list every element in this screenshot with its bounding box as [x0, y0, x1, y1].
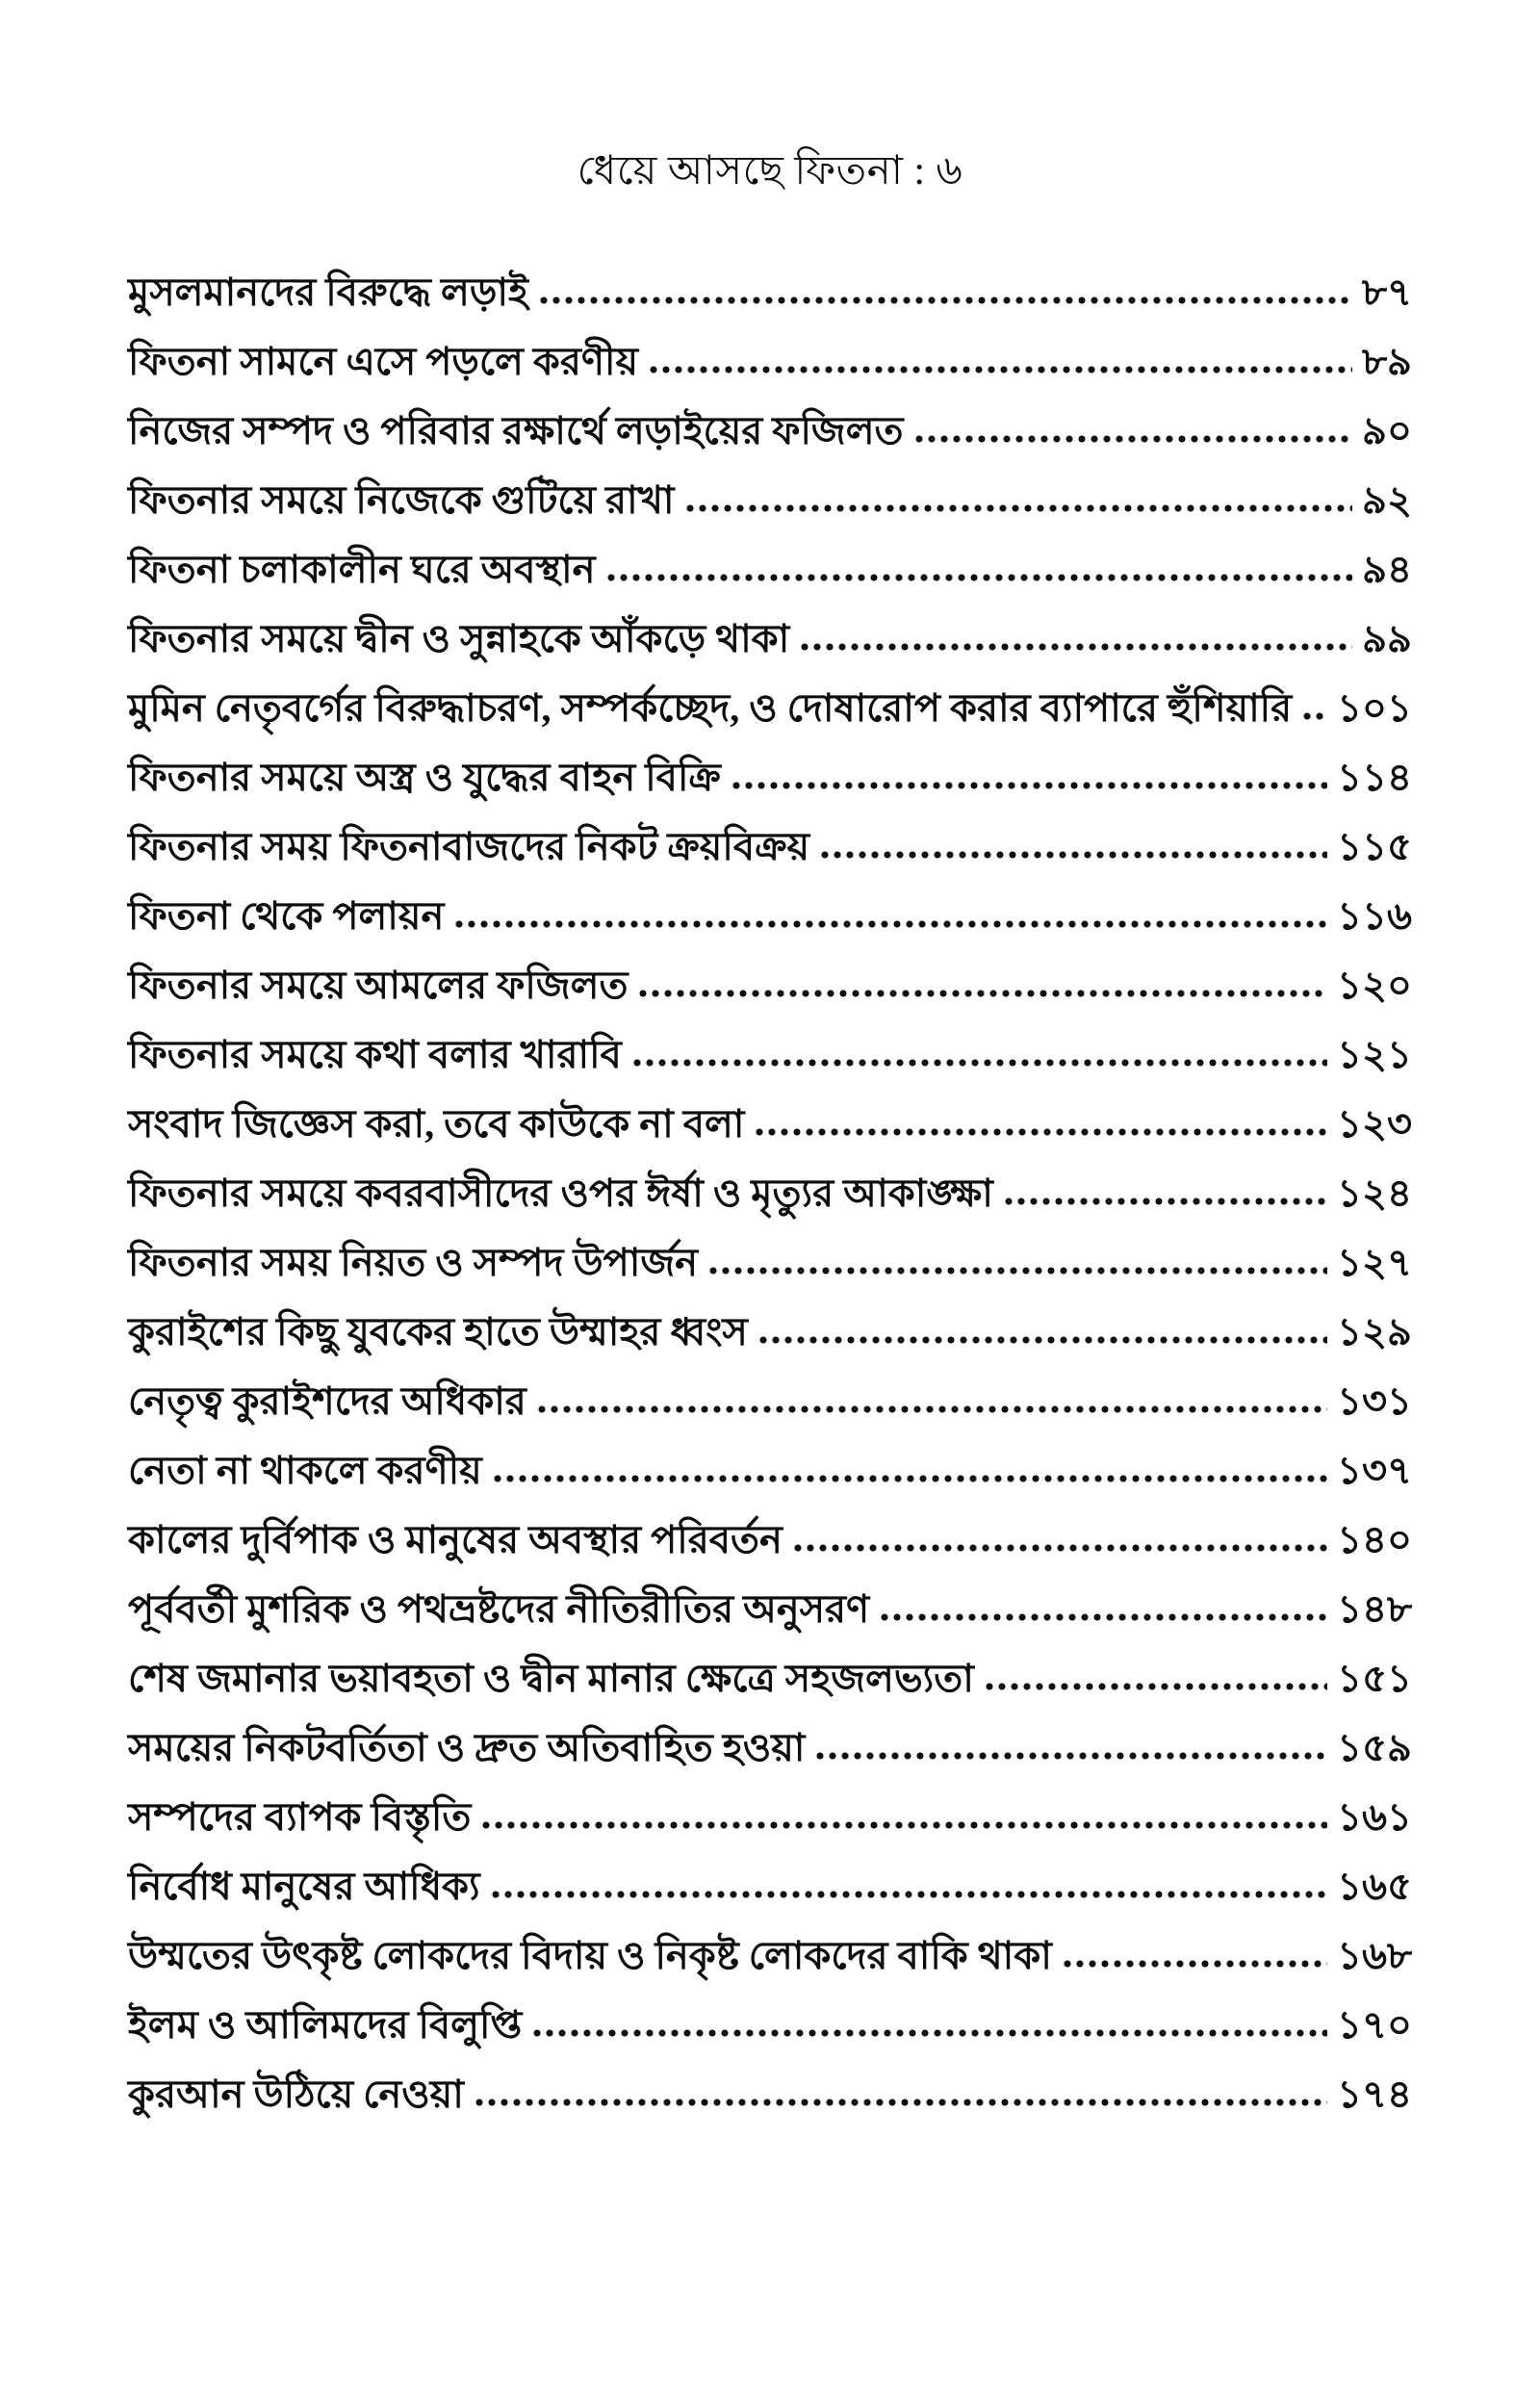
toc-entry-page: ১৬৮ — [1337, 1934, 1412, 1977]
dotted-leader — [756, 1128, 1327, 1136]
toc-entry-page: ১২১ — [1337, 1033, 1412, 1076]
dotted-leader — [759, 1336, 1327, 1344]
dotted-leader — [607, 574, 1353, 581]
dotted-leader — [475, 2099, 1327, 2106]
toc-entry-title: নিজের সম্পদ ও পরিবার রক্ষার্থে লড়াইয়ের ফজিলত — [128, 409, 904, 452]
toc-entry — [128, 1436, 1412, 1506]
toc-entry-page: ১৭৪ — [1337, 2073, 1412, 2116]
toc-entry — [128, 1506, 1412, 1575]
toc-entry-title: পূর্ববর্তী মুশরিক ও পথভ্রষ্টদের নীতিরীতির অনুসরণ — [128, 1587, 870, 1631]
toc-entry — [128, 1991, 1412, 2060]
toc-entry-page: ১১৪ — [1337, 756, 1412, 799]
toc-entry-title: কুরাইশের কিছু যুবকের হাতে উম্মাহর ধ্বংস — [128, 1310, 748, 1353]
toc-entry-page: ১৬৫ — [1337, 1865, 1412, 1908]
toc-entry-page: ১৫৯ — [1337, 1726, 1412, 1769]
toc-entry-page: ১২৪ — [1337, 1172, 1412, 1215]
toc-entry — [128, 951, 1412, 1020]
toc-entry-page: ১৩১ — [1337, 1379, 1412, 1423]
toc-entry-title: নেতৃত্ব কুরাইশদের অধিকার — [128, 1379, 526, 1423]
toc-entry — [128, 1228, 1412, 1298]
toc-entry-page: ১৪৮ — [1337, 1587, 1412, 1631]
dotted-leader — [533, 2029, 1327, 2037]
toc-entry-page: ৮৯ — [1362, 340, 1412, 383]
toc-entry — [128, 882, 1412, 951]
dotted-leader — [633, 1059, 1327, 1067]
toc-entry-title: ফিতনার সময়ে নিজেকে গুটিয়ে রাখা — [128, 478, 675, 522]
dotted-leader — [821, 851, 1327, 859]
toc-entry-page: ১১৫ — [1337, 825, 1412, 868]
toc-entry — [128, 1575, 1412, 1644]
toc-entry-page: ১২৭ — [1337, 1241, 1412, 1284]
toc-entry-title: সময়ের নিকটবর্তিতা ও দ্রুত অতিবাহিত হওয়া — [128, 1726, 806, 1769]
dotted-leader — [915, 435, 1352, 443]
toc-entry — [128, 1298, 1412, 1367]
toc-entry — [128, 1921, 1412, 1991]
toc-entry — [128, 466, 1412, 535]
toc-entry-page: ৯২ — [1362, 478, 1412, 522]
toc-entry — [128, 743, 1412, 812]
toc-entry-title: সম্পদের ব্যাপক বিস্তৃতি — [128, 1795, 472, 1839]
toc-entry — [128, 1852, 1412, 1921]
toc-entry-page: ১১৬ — [1337, 894, 1412, 938]
toc-entry-title: ফিতনার সময় নিয়ত ও সম্পদ উপার্জন — [128, 1241, 699, 1284]
toc-entry — [128, 812, 1412, 882]
dotted-leader — [639, 990, 1327, 997]
dotted-leader — [455, 920, 1327, 928]
toc-entry-page: ১৩৭ — [1337, 1449, 1412, 1492]
toc-entry-page: ৯৪ — [1362, 548, 1412, 591]
toc-entry-page: ১২০ — [1337, 964, 1412, 1007]
dotted-leader — [1005, 1198, 1327, 1205]
dotted-leader — [482, 1821, 1327, 1829]
page-title: ধেয়ে আসছে ফিতনা : ৬ — [577, 149, 963, 193]
toc-entry-title: ফিতনার সময়ে কবরবাসীদের ওপর ঈর্ষা ও মৃত্যুর আকাঙ্ক্ষা — [128, 1172, 993, 1215]
toc-entry-title: কালের দুর্বিপাক ও মানুষের অবস্থার পরিবর্তন — [128, 1518, 783, 1561]
dotted-leader — [492, 1891, 1327, 1898]
toc-entry-title: শেষ জমানার ভয়াবহতা ও দ্বীন মানার ক্ষেত্রে সহজলভ্যতা — [128, 1657, 974, 1700]
dotted-leader — [494, 1475, 1327, 1482]
toc-entry-page: ১৭০ — [1337, 2003, 1412, 2047]
dotted-leader — [538, 1405, 1327, 1413]
toc-entry-title: ফিতনার সময়ে দ্বীন ও সুন্নাহকে আঁকড়ে থাকা — [128, 617, 790, 660]
toc-entry — [128, 2060, 1412, 2129]
toc-entry-page: ১৬১ — [1337, 1795, 1412, 1839]
toc-entry — [128, 327, 1412, 397]
dotted-leader — [686, 504, 1353, 512]
toc-entry-page: ৮৭ — [1362, 271, 1412, 314]
toc-entry-title: ফিতনা থেকে পলায়ন — [128, 894, 445, 938]
table-of-contents — [128, 258, 1412, 2129]
toc-entry-title: ফিতনার সময়ে আমলের ফজিলত — [128, 964, 629, 1007]
toc-entry — [128, 1159, 1412, 1228]
toc-entry-page: ১৪০ — [1337, 1518, 1412, 1561]
dotted-leader — [816, 1752, 1327, 1760]
dotted-leader — [650, 366, 1352, 374]
toc-entry — [128, 397, 1412, 466]
toc-entry-title: মুমিন নেতৃবর্গের বিরুদ্ধাচরণ, সম্পর্কচ্ছেদ, ও দোষারোপ করার ব্যাপারে হুঁশিয়ারি — [128, 686, 1293, 730]
toc-entry-title: ফিতনার সময় ফিতনাবাজদের নিকট ক্রয়বিক্রয় — [128, 825, 810, 868]
toc-entry-title: ফিতনার সময়ে কথা বলার খারাবি — [128, 1033, 622, 1076]
toc-entry — [128, 535, 1412, 605]
toc-entry-title: ইলম ও আলিমদের বিলুপ্তি — [128, 2003, 523, 2047]
toc-entry-title: কুরআন উঠিয়ে নেওয়া — [128, 2073, 464, 2116]
dotted-leader — [794, 1544, 1327, 1552]
toc-entry-title: ফিতনা সামনে এসে পড়লে করণীয় — [128, 340, 639, 383]
toc-entry — [128, 258, 1412, 327]
toc-entry — [128, 1713, 1412, 1783]
toc-entry — [128, 1367, 1412, 1436]
dotted-leader — [709, 1267, 1327, 1275]
toc-entry-page: ১৫১ — [1337, 1657, 1412, 1700]
dotted-leader — [1064, 1960, 1327, 1968]
toc-entry-page: ১২৯ — [1337, 1310, 1412, 1353]
toc-entry-title: ফিতনা চলাকালীন ঘরে অবস্থান — [128, 548, 596, 591]
toc-entry-title: ফিতনার সময়ে অস্ত্র ও যুদ্ধের বাহন বিক্রি — [128, 756, 721, 799]
toc-entry — [128, 1644, 1412, 1713]
toc-entry — [128, 1783, 1412, 1852]
dotted-leader — [801, 643, 1352, 651]
toc-entry-title: নেতা না থাকলে করণীয় — [128, 1449, 482, 1492]
dotted-leader — [1303, 712, 1327, 720]
toc-entry-page: ১০১ — [1337, 686, 1412, 730]
dotted-leader — [881, 1613, 1327, 1621]
toc-entry — [128, 605, 1412, 674]
toc-entry-title: উম্মতের উৎকৃষ্ট লোকদের বিদায় ও নিকৃষ্ট লোকদের বাকি থাকা — [128, 1934, 1052, 1977]
toc-entry-page: ১২৩ — [1337, 1102, 1412, 1146]
dotted-leader — [540, 296, 1352, 304]
toc-entry-title: মুসলমানদের বিরুদ্ধে লড়াই — [128, 271, 528, 314]
dotted-leader — [986, 1683, 1327, 1690]
toc-entry-page: ৯০ — [1362, 409, 1412, 452]
toc-entry-title: সংবাদ জিজ্ঞেস করা, তবে কাউকে না বলা — [128, 1102, 745, 1146]
dotted-leader — [732, 782, 1327, 789]
toc-entry — [128, 1090, 1412, 1159]
toc-entry-title: নির্বোধ মানুষের আধিক্য — [128, 1865, 480, 1908]
toc-entry — [128, 674, 1412, 743]
toc-entry-page: ৯৯ — [1362, 617, 1412, 660]
toc-entry — [128, 1020, 1412, 1090]
